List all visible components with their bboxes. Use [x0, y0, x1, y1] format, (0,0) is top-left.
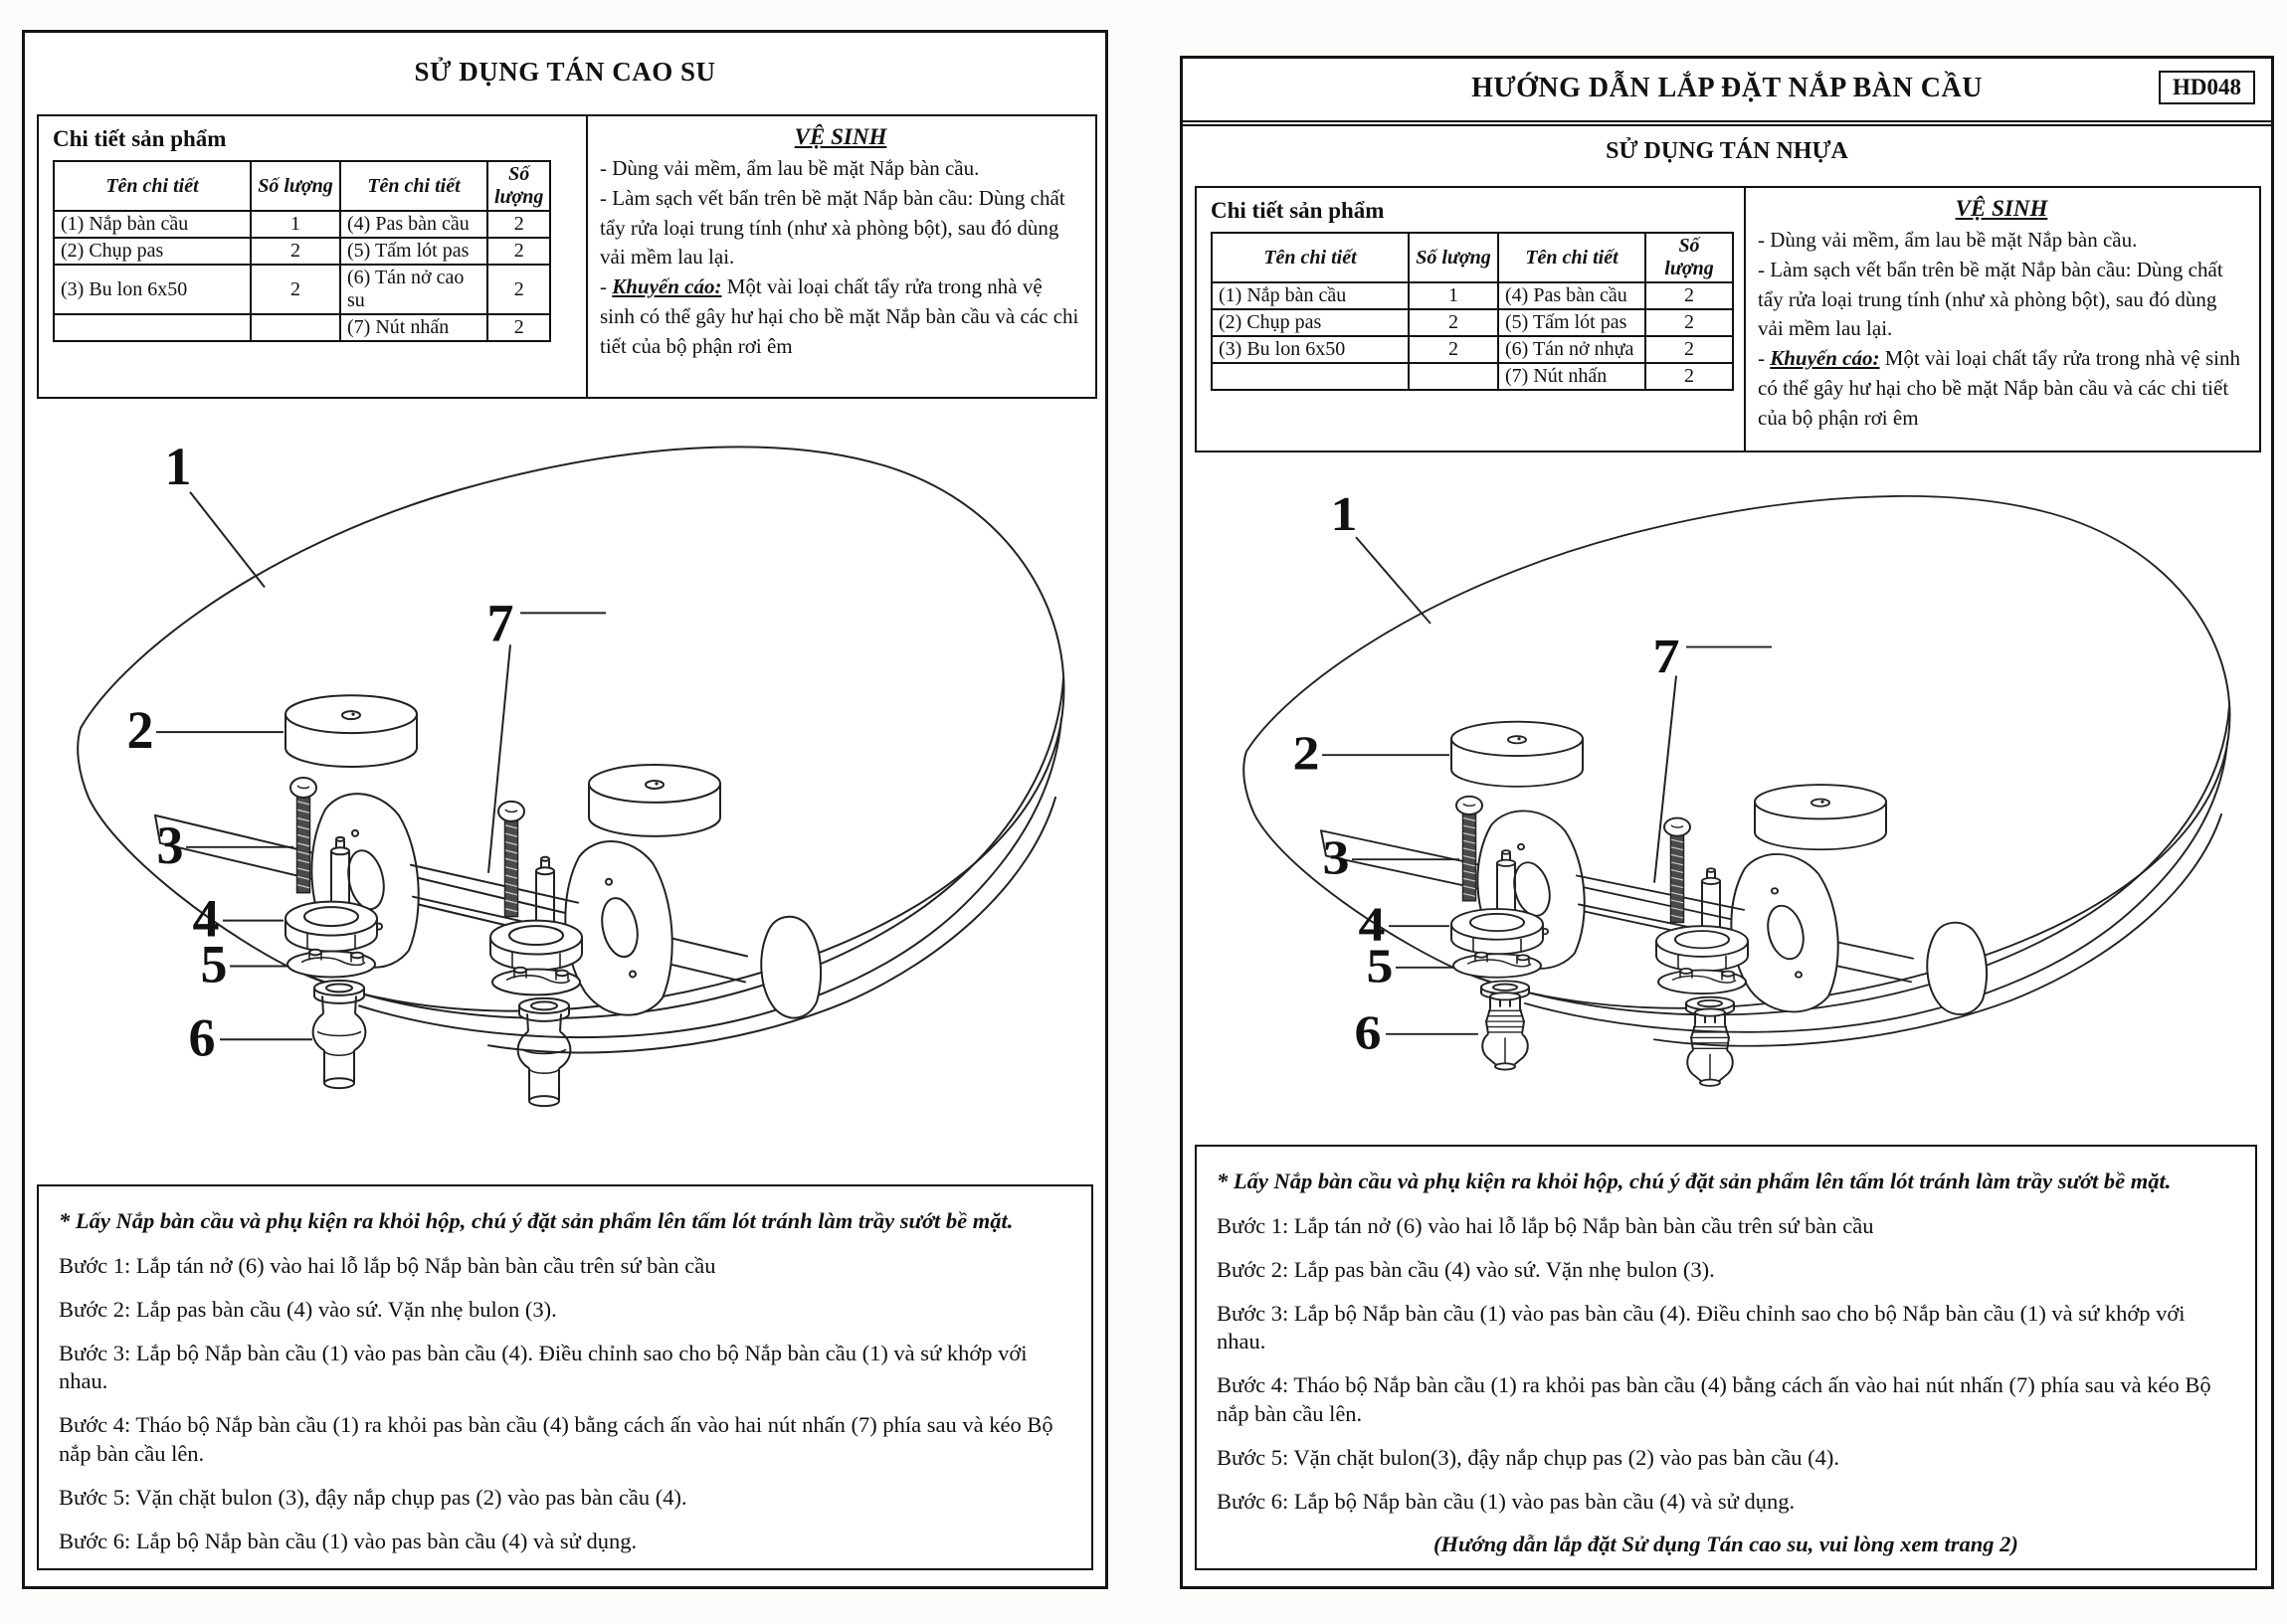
- col-header: Tên chi tiết: [1498, 233, 1645, 282]
- warning-dash: -: [1758, 346, 1771, 371]
- step-3: Bước 3: Lắp bộ Nắp bàn cầu (1) vào pas bàn cầu (4). Điều chỉnh sao cho bộ Nắp bàn cầu (1) và sứ khớp với nhau.: [59, 1340, 1028, 1394]
- part-qty: 2: [251, 265, 340, 314]
- exploded-diagram: [1227, 452, 2261, 1137]
- table-row: [1212, 336, 1733, 363]
- callout-6-anchor: 6: [1354, 1005, 1382, 1060]
- document-code: HD048: [2159, 71, 2255, 104]
- parts-table: [53, 160, 551, 342]
- page-subtitle: SỬ DỤNG TÁN NHỰA: [1606, 138, 1848, 164]
- cleaning-line: - Dùng vải mềm, ẩm lau bề mặt Nắp bàn cầu.: [1758, 228, 2138, 252]
- step-5: Bước 5: Vặn chặt bulon (3), đậy nắp chụp pas (2) vào pas bàn cầu (4).: [59, 1484, 687, 1510]
- part-name: (2) Chụp pas: [1212, 309, 1409, 336]
- cleaning-line: - Dùng vải mềm, ẩm lau bề mặt Nắp bàn cầu.: [600, 156, 980, 180]
- col-header: Số lượng: [1645, 233, 1733, 282]
- warning-dash: -: [600, 274, 613, 299]
- table-row: [1212, 282, 1733, 309]
- part-qty: 2: [1409, 336, 1498, 363]
- part-qty: 1: [1409, 282, 1498, 309]
- callout-1-lid: 1: [164, 436, 192, 496]
- step-6: Bước 6: Lắp bộ Nắp bàn cầu (1) vào pas bàn cầu (4) và sử dụng.: [59, 1528, 638, 1553]
- part-qty: 1: [251, 211, 340, 238]
- step-1: Bước 1: Lắp tán nở (6) vào hai lỗ lắp bộ Nắp bàn bàn cầu trên sứ bàn cầu: [1217, 1213, 1874, 1238]
- part-name: (4) Pas bàn cầu: [340, 211, 487, 238]
- parts-and-cleaning-box: [37, 114, 1097, 399]
- step-6: Bước 6: Lắp bộ Nắp bàn cầu (1) vào pas bàn cầu (4) và sử dụng.: [1217, 1488, 1796, 1514]
- table-row: [1212, 363, 1733, 390]
- page-rubber-nut: [22, 30, 1108, 1589]
- part-qty: 2: [1645, 363, 1733, 390]
- callout-2-cap: 2: [126, 700, 154, 761]
- part-name: (1) Nắp bàn cầu: [1212, 282, 1409, 309]
- cleaning-warning: [1758, 344, 2245, 433]
- part-name: [1212, 363, 1409, 390]
- col-header: Tên chi tiết: [54, 161, 251, 211]
- cleaning-line: - Làm sạch vết bẩn trên bề mặt Nắp bàn cầu: Dùng chất tẩy rửa loại trung tính (như xà phòng bột), sau đó dùng vải mềm lau lại.: [600, 185, 1065, 270]
- part-qty: 2: [1645, 282, 1733, 309]
- part-qty: 2: [487, 314, 550, 341]
- warning-label: Khuyến cáo:: [1770, 346, 1880, 371]
- part-name: (3) Bu lon 6x50: [54, 265, 251, 314]
- warning-text: Một vài loại chất tẩy rửa trong nhà vệ sinh có thể gây hư hại cho bề mặt Nắp bàn cầu và các chi tiết của bộ phận rơi êm: [600, 274, 1079, 358]
- callout-4-pas: 4: [1358, 897, 1386, 953]
- part-qty: 2: [487, 265, 550, 314]
- step-1: Bước 1: Lắp tán nở (6) vào hai lỗ lắp bộ Nắp bàn bàn cầu trên sứ bàn cầu: [59, 1253, 716, 1278]
- part-qty: 2: [487, 238, 550, 265]
- part-qty: 2: [1409, 309, 1498, 336]
- steps-box: [37, 1184, 1093, 1570]
- callout-6-anchor: 6: [188, 1007, 216, 1068]
- handling-note: * Lấy Nắp bàn cầu và phụ kiện ra khỏi hộp, chú ý đặt sản phẩm lên tấm lót tránh làm trầy sướt bề mặt.: [1217, 1169, 2172, 1193]
- part-name: (2) Chụp pas: [54, 238, 251, 265]
- callout-7-button: 7: [1652, 630, 1680, 684]
- part-qty: [1409, 363, 1498, 390]
- parts-pane: [39, 116, 588, 397]
- col-header: Số lượng: [1409, 233, 1498, 282]
- step-4: Bước 4: Tháo bộ Nắp bàn cầu (1) ra khỏi pas bàn cầu (4) bằng cách ấn vào hai nút nhấn (7) phía sau và kéo Bộ nắp bàn cầu lên.: [1217, 1372, 2211, 1426]
- table-row: [54, 265, 550, 314]
- parts-section-label: Chi tiết sản phẩm: [53, 126, 227, 151]
- callout-3-bolt: 3: [156, 814, 184, 875]
- callout-3-bolt: 3: [1322, 830, 1350, 886]
- cleaning-warning: [600, 272, 1081, 361]
- col-header: Số lượng: [487, 161, 550, 211]
- part-name: [54, 314, 251, 341]
- table-row: [1212, 309, 1733, 336]
- parts-section-label: Chi tiết sản phẩm: [1211, 198, 1385, 223]
- cleaning-title: VỆ SINH: [1955, 196, 2048, 221]
- cross-reference-note: (Hướng dẫn lắp đặt Sử dụng Tán cao su, vui lòng xem trang 2): [1433, 1532, 2018, 1557]
- steps-box: [1195, 1145, 2257, 1570]
- part-name: (7) Nút nhấn: [1498, 363, 1645, 390]
- cleaning-pane: [1746, 188, 2259, 451]
- part-name: (5) Tấm lót pas: [1498, 309, 1645, 336]
- step-2: Bước 2: Lắp pas bàn cầu (4) vào sứ. Vặn nhẹ bulon (3).: [59, 1296, 557, 1322]
- part-name: (5) Tấm lót pas: [340, 238, 487, 265]
- step-4: Bước 4: Tháo bộ Nắp bàn cầu (1) ra khỏi pas bàn cầu (4) bằng cách ấn vào hai nút nhấn (7) phía sau và kéo Bộ nắp bàn cầu lên.: [59, 1412, 1053, 1466]
- warning-label: Khuyến cáo:: [612, 274, 722, 299]
- parts-table: [1211, 232, 1734, 391]
- part-name: (7) Nút nhấn: [340, 314, 487, 341]
- parts-pane: [1197, 188, 1746, 451]
- warning-text: Một vài loại chất tẩy rửa trong nhà vệ sinh có thể gây hư hại cho bề mặt Nắp bàn cầu và các chi tiết của bộ phận rơi êm: [1758, 346, 2240, 430]
- header-bar: [1183, 59, 2271, 126]
- cleaning-title: VỆ SINH: [794, 124, 887, 149]
- callout-5-gasket: 5: [1366, 939, 1394, 993]
- step-3: Bước 3: Lắp bộ Nắp bàn cầu (1) vào pas bàn cầu (4). Điều chỉnh sao cho bộ Nắp bàn cầu (1) và sứ khớp với nhau.: [1217, 1300, 2186, 1354]
- cleaning-line: - Làm sạch vết bẩn trên bề mặt Nắp bàn cầu: Dùng chất tẩy rửa loại trung tính (như xà phòng bột), sau đó dùng vải mềm lau lại.: [1758, 257, 2223, 341]
- callout-1-lid: 1: [1330, 487, 1358, 542]
- callout-7-button: 7: [486, 593, 514, 653]
- parts-and-cleaning-box: [1195, 186, 2261, 452]
- page-title: SỬ DỤNG TÁN CAO SU: [414, 57, 716, 87]
- part-qty: 2: [1645, 336, 1733, 363]
- step-5: Bước 5: Vặn chặt bulon(3), đậy nắp chụp pas (2) vào pas bàn cầu (4).: [1217, 1444, 1839, 1470]
- cleaning-pane: [588, 116, 1095, 397]
- table-row: [54, 314, 550, 341]
- callout-2-cap: 2: [1292, 726, 1320, 782]
- part-name: (3) Bu lon 6x50: [1212, 336, 1409, 363]
- table-header-row: [1212, 233, 1733, 282]
- part-name: (6) Tán nở nhựa: [1498, 336, 1645, 363]
- handling-note: * Lấy Nắp bàn cầu và phụ kiện ra khỏi hộp, chú ý đặt sản phẩm lên tấm lót tránh làm trầy sướt bề mặt.: [59, 1208, 1014, 1233]
- page-plastic-nut: [1180, 56, 2274, 1589]
- part-qty: 2: [251, 238, 340, 265]
- part-name: (4) Pas bàn cầu: [1498, 282, 1645, 309]
- callout-4-pas: 4: [192, 888, 220, 949]
- part-name: (1) Nắp bàn cầu: [54, 211, 251, 238]
- part-name: (6) Tán nở cao su: [340, 265, 487, 314]
- callout-5-gasket: 5: [200, 934, 228, 994]
- exploded-diagram: [61, 399, 1095, 1153]
- document-title: HƯỚNG DẪN LẮP ĐẶT NẮP BÀN CẦU: [1471, 73, 1983, 103]
- col-header: Tên chi tiết: [1212, 233, 1409, 282]
- table-row: [54, 211, 550, 238]
- col-header: Tên chi tiết: [340, 161, 487, 211]
- part-qty: 2: [487, 211, 550, 238]
- col-header: Số lượng: [251, 161, 340, 211]
- part-qty: 2: [1645, 309, 1733, 336]
- part-qty: [251, 314, 340, 341]
- step-2: Bước 2: Lắp pas bàn cầu (4) vào sứ. Vặn nhẹ bulon (3).: [1217, 1256, 1715, 1282]
- table-row: [54, 238, 550, 265]
- table-header-row: [54, 161, 550, 211]
